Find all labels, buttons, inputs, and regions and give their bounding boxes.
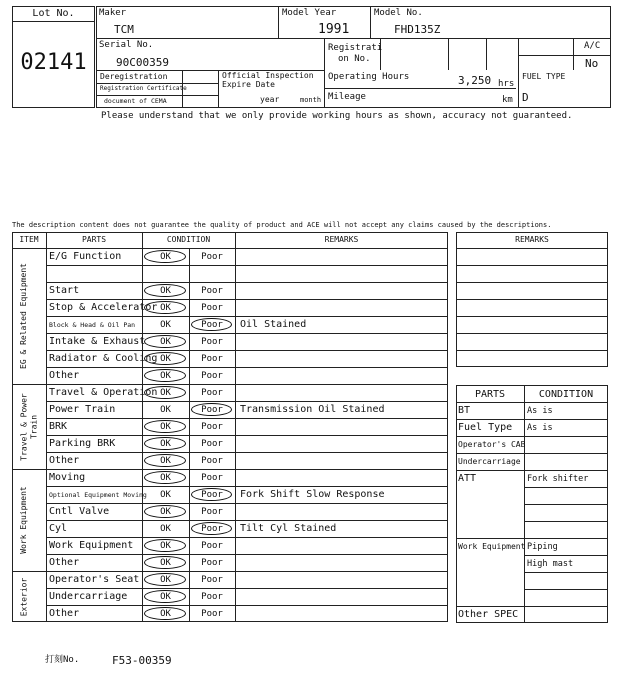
condition-poor: Poor [201, 473, 223, 483]
condition-ok: OK [160, 337, 171, 347]
remarks-header: REMARKS [515, 235, 549, 244]
condition-ok: OK [160, 524, 171, 534]
mileage-label: Mileage [328, 92, 366, 102]
condition-poor: Poor [201, 303, 223, 313]
part-name: Travel & Operation [49, 387, 158, 398]
official-inspection-label-2: Expire Date [222, 80, 275, 89]
condition-ok: OK [160, 541, 171, 551]
selected-condition-circle [144, 505, 186, 518]
selected-condition-circle [144, 386, 186, 399]
condition-poor: Poor [201, 371, 223, 381]
selected-condition-circle [144, 556, 186, 569]
selected-condition-circle [144, 369, 186, 382]
operating-hours-label: Operating Hours [328, 72, 410, 82]
condition-poor: Poor [201, 320, 223, 330]
selected-condition-circle [144, 454, 186, 467]
maker-value: TCM [114, 23, 134, 36]
condition-ok: OK [160, 473, 171, 483]
part-name: Start [49, 285, 80, 296]
item-column-header: ITEM [19, 235, 39, 244]
condition-poor: Poor [201, 609, 223, 619]
month-label: month [300, 96, 322, 104]
model-year-value: 1991 [318, 22, 350, 37]
part-name: Moving [49, 472, 86, 483]
condition-ok: OK [160, 303, 171, 313]
model-no-value: FHD135Z [394, 23, 441, 36]
selected-condition-circle [144, 250, 186, 263]
part-name: Work Equipment [49, 540, 134, 551]
selected-condition-circle [144, 420, 186, 433]
selected-condition-circle [191, 522, 232, 535]
operating-hours-value: 3,250 [458, 74, 492, 87]
year-label: year [260, 95, 280, 104]
condition-column-header: CONDITION [166, 235, 211, 244]
part-name: Block & Head & Oil Pan [49, 321, 136, 329]
selected-condition-circle [191, 318, 232, 331]
condition-ok: OK [160, 388, 171, 398]
spec-part-name: Undercarriage [458, 457, 521, 466]
condition-poor: Poor [201, 422, 223, 432]
condition-ok: OK [160, 558, 171, 568]
selected-condition-circle [144, 301, 186, 314]
hours-disclaimer: Please understand that we only provide working hours as shown, accuracy not guaranteed. [101, 111, 573, 121]
condition-ok: OK [160, 320, 171, 330]
selected-condition-circle [144, 284, 186, 297]
condition-poor: Poor [201, 575, 223, 585]
selected-condition-circle [144, 573, 186, 586]
stamp-no-value: F53-00359 [112, 654, 172, 667]
condition-ok: OK [160, 507, 171, 517]
condition-poor: Poor [201, 507, 223, 517]
remark-text: Transmission Oil Stained [240, 404, 385, 415]
part-name: Cyl [49, 523, 68, 534]
registration-certificate-label: Registration Certificate [100, 85, 187, 92]
part-name: Other [49, 455, 80, 466]
item-group-label: Exterior [19, 577, 28, 616]
part-name: Undercarriage [49, 591, 128, 602]
ac-value: No [585, 57, 599, 70]
selected-condition-circle [144, 539, 186, 552]
condition-ok: OK [160, 456, 171, 466]
condition-poor: Poor [201, 592, 223, 602]
parts-column-header: PARTS [81, 235, 107, 244]
condition-ok: OK [160, 592, 171, 602]
serial-no-label: Serial No. [99, 40, 154, 50]
condition-poor: Poor [201, 286, 223, 296]
condition-poor: Poor [201, 541, 223, 551]
condition-poor: Poor [201, 337, 223, 347]
km-label: km [502, 95, 513, 105]
description-disclaimer: The description content does not guarantee the quality of product and ACE will not accept any claims caused by the descriptions. [12, 221, 552, 229]
spec-part-name: Operator's CAB [458, 440, 526, 449]
part-name: Parking BRK [49, 438, 116, 449]
condition-poor: Poor [201, 354, 223, 364]
part-name: Radiator & Cooling [49, 353, 158, 364]
deregistration-label: Deregistration [100, 72, 168, 81]
lot-no-label: Lot No. [32, 8, 75, 19]
part-name: Stop & Accelerator [49, 302, 158, 313]
part-name: Operator's Seat [49, 574, 140, 585]
selected-condition-circle [144, 471, 186, 484]
spec-part-name: Other SPEC [458, 609, 519, 620]
spec-part-name: ATT [458, 473, 477, 484]
remarks-column-header: REMARKS [324, 235, 359, 244]
spec-part-name: BT [458, 405, 471, 416]
fuel-type-value: D [522, 91, 529, 104]
model-year-label: Model Year [282, 8, 337, 18]
spec-condition-value: As is [527, 406, 553, 416]
part-name: Optional Equipment Moving [49, 491, 147, 499]
condition-ok: OK [160, 286, 171, 296]
part-name: Other [49, 370, 80, 381]
condition-poor: Poor [201, 490, 223, 500]
item-group-label: EG & Related Equipment [19, 263, 28, 369]
condition-ok: OK [160, 371, 171, 381]
condition-ok: OK [160, 405, 171, 415]
selected-condition-circle [191, 488, 232, 501]
fuel-type-label: FUEL TYPE [522, 72, 566, 81]
condition-ok: OK [160, 575, 171, 585]
document-of-cema-label: document of CEMA [104, 97, 167, 105]
remark-text: Oil Stained [240, 319, 307, 330]
part-name: Power Train [49, 404, 116, 415]
spec-condition-value: Piping [527, 542, 558, 552]
spec-part-name: Work Equipment [458, 542, 526, 551]
part-name: BRK [49, 421, 68, 432]
condition-ok: OK [160, 609, 171, 619]
condition-ok: OK [160, 490, 171, 500]
selected-condition-circle [144, 335, 186, 348]
serial-no-value: 90C00359 [116, 56, 169, 69]
official-inspection-label-1: Official Inspection [222, 71, 314, 80]
model-no-label: Model No. [374, 8, 423, 18]
spec-part-name: Fuel Type [458, 422, 513, 433]
selected-condition-circle [144, 590, 186, 603]
selected-condition-circle [144, 352, 186, 365]
stamp-no-label: 打刻No. [45, 655, 80, 665]
part-name: Intake & Exhaust [49, 336, 146, 347]
selected-condition-circle [191, 403, 232, 416]
condition-poor: Poor [201, 252, 223, 262]
condition-poor: Poor [201, 388, 223, 398]
condition-ok: OK [160, 252, 171, 262]
registration-no-label-2: on No. [338, 54, 371, 64]
part-name: Other [49, 608, 80, 619]
condition-poor: Poor [201, 524, 223, 534]
part-name: Other [49, 557, 80, 568]
spec-condition-value: Fork shifter [527, 474, 589, 484]
parts-header: PARTS [474, 389, 506, 400]
item-group-label: Work Equipment [19, 486, 28, 554]
condition-ok: OK [160, 439, 171, 449]
condition-header: CONDITION [538, 389, 594, 400]
lot-no-value: 02141 [20, 50, 87, 75]
spec-condition-value: High mast [527, 559, 574, 569]
part-name: Cntl Valve [49, 506, 110, 517]
selected-condition-circle [144, 607, 186, 620]
registration-no-label-1: Registrati [328, 43, 383, 53]
remark-text: Tilt Cyl Stained [240, 523, 337, 534]
selected-condition-circle [144, 437, 186, 450]
condition-poor: Poor [201, 456, 223, 466]
hrs-label: hrs [498, 79, 515, 89]
part-name: E/G Function [49, 251, 122, 262]
remark-text: Fork Shift Slow Response [240, 489, 385, 500]
maker-label: Maker [99, 8, 127, 18]
condition-poor: Poor [201, 558, 223, 568]
condition-ok: OK [160, 422, 171, 432]
condition-poor: Poor [201, 405, 223, 415]
condition-poor: Poor [201, 439, 223, 449]
spec-condition-value: As is [527, 423, 553, 433]
item-group-label: Travel & Power Train [19, 392, 38, 461]
condition-ok: OK [160, 354, 171, 364]
ac-label: A/C [584, 41, 601, 51]
